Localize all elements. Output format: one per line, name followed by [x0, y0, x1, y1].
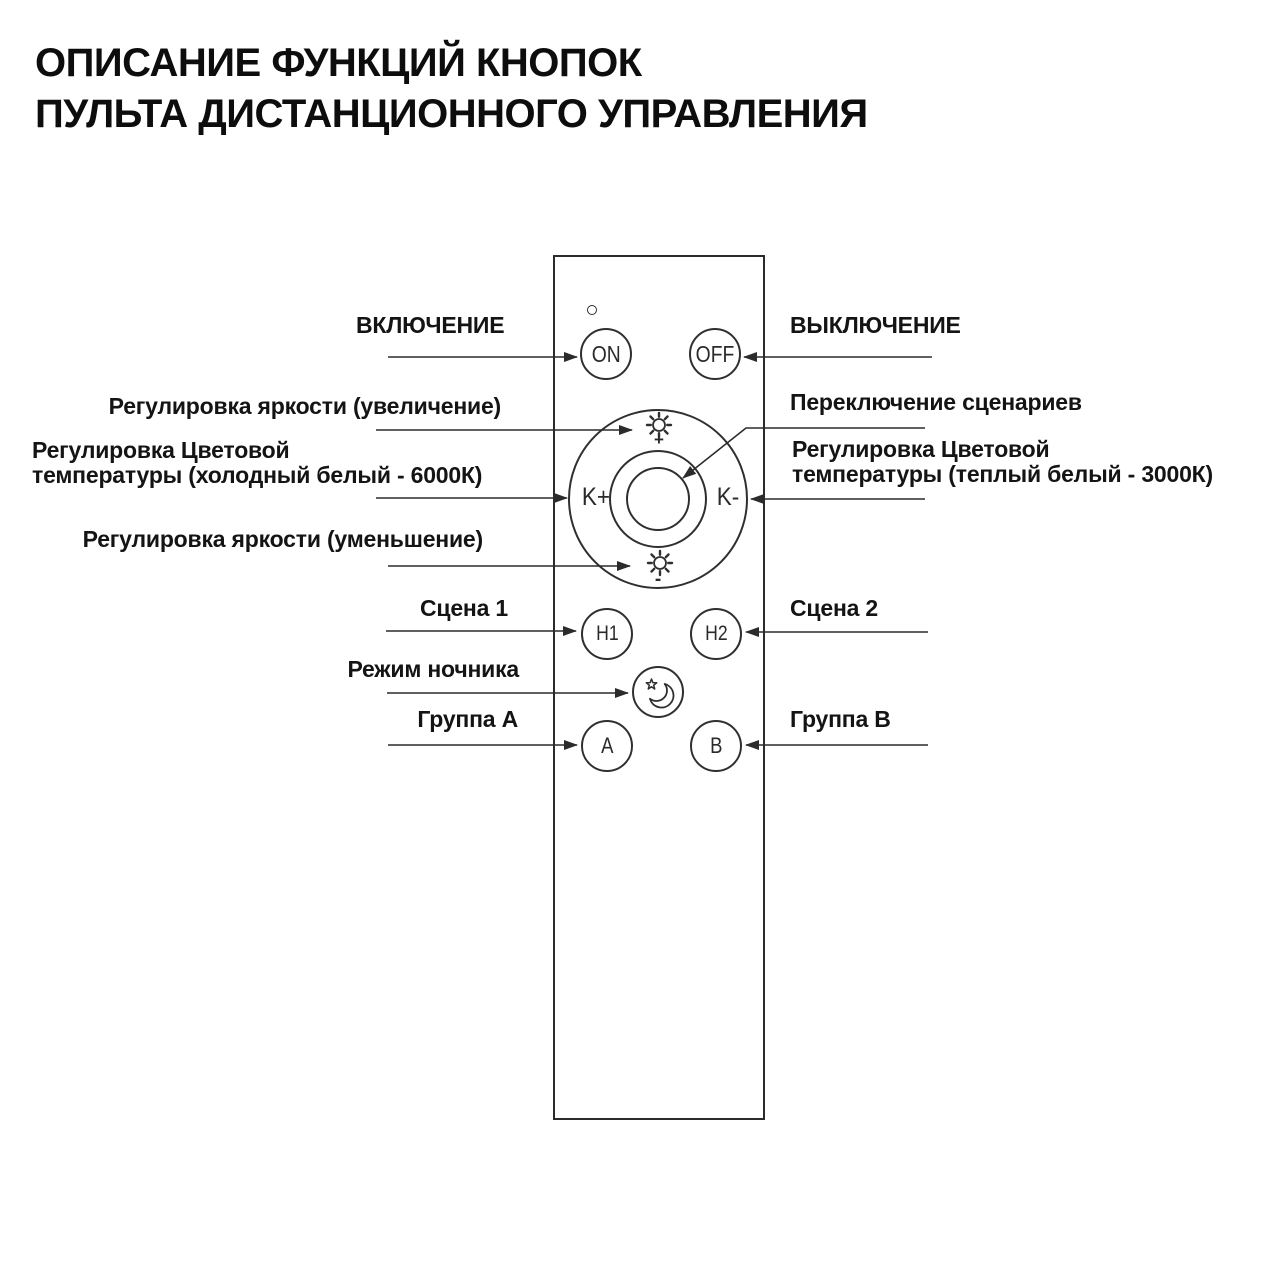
h2-button[interactable]: [690, 608, 742, 660]
scene-switch-button[interactable]: [626, 467, 690, 531]
label-color-temp-warm-line1: Регулировка Цветовой: [792, 436, 1050, 462]
brightness-plus-label: +: [654, 430, 664, 449]
group-b-button[interactable]: [690, 720, 742, 772]
label-power-off: ВЫКЛЮЧЕНИЕ: [790, 312, 961, 338]
night-mode-button[interactable]: [632, 666, 684, 718]
label-brightness-down: Регулировка яркости (уменьшение): [82, 526, 483, 552]
h1-button[interactable]: [581, 608, 633, 660]
h1-button-label: H1: [595, 622, 619, 645]
page-title-line2: ПУЛЬТА ДИСТАНЦИОННОГО УПРАВЛЕНИЯ: [35, 92, 868, 136]
on-button[interactable]: [580, 328, 632, 380]
label-power-on: ВКЛЮЧЕНИЕ: [356, 312, 505, 338]
label-color-temp-warm: [792, 437, 1213, 487]
page-title-line1: ОПИСАНИЕ ФУНКЦИЙ КНОПОК: [35, 41, 642, 85]
on-button-label: ON: [591, 340, 621, 367]
label-night-mode: Режим ночника: [347, 656, 519, 682]
k-plus-label: K+: [581, 483, 611, 511]
label-color-temp-cold-line1: Регулировка Цветовой: [32, 437, 290, 463]
label-color-temp-warm-line2: температуры (теплый белый - 3000К): [792, 461, 1213, 487]
label-color-temp-cold: [32, 438, 482, 488]
label-group-b: Группа В: [790, 706, 891, 732]
page-title: [35, 38, 868, 140]
label-scene1: Сцена 1: [419, 595, 508, 621]
label-brightness-up: Регулировка яркости (увеличение): [108, 393, 501, 419]
off-button[interactable]: [689, 328, 741, 380]
moon-star-icon: [634, 668, 682, 716]
led-indicator-icon: [587, 305, 597, 315]
k-minus-label: K-: [716, 483, 740, 511]
label-color-temp-cold-line2: температуры (холодный белый - 6000К): [32, 462, 483, 488]
off-button-label: OFF: [695, 340, 735, 367]
label-scene-switch: Переключение сценариев: [790, 389, 1082, 415]
brightness-minus-label: -: [654, 569, 662, 590]
group-a-button-label: A: [600, 733, 614, 758]
group-a-button[interactable]: [581, 720, 633, 772]
label-scene2: Сцена 2: [790, 595, 879, 621]
group-b-button-label: B: [709, 733, 723, 758]
h2-button-label: H2: [704, 622, 728, 645]
label-group-a: Группа А: [417, 706, 518, 732]
